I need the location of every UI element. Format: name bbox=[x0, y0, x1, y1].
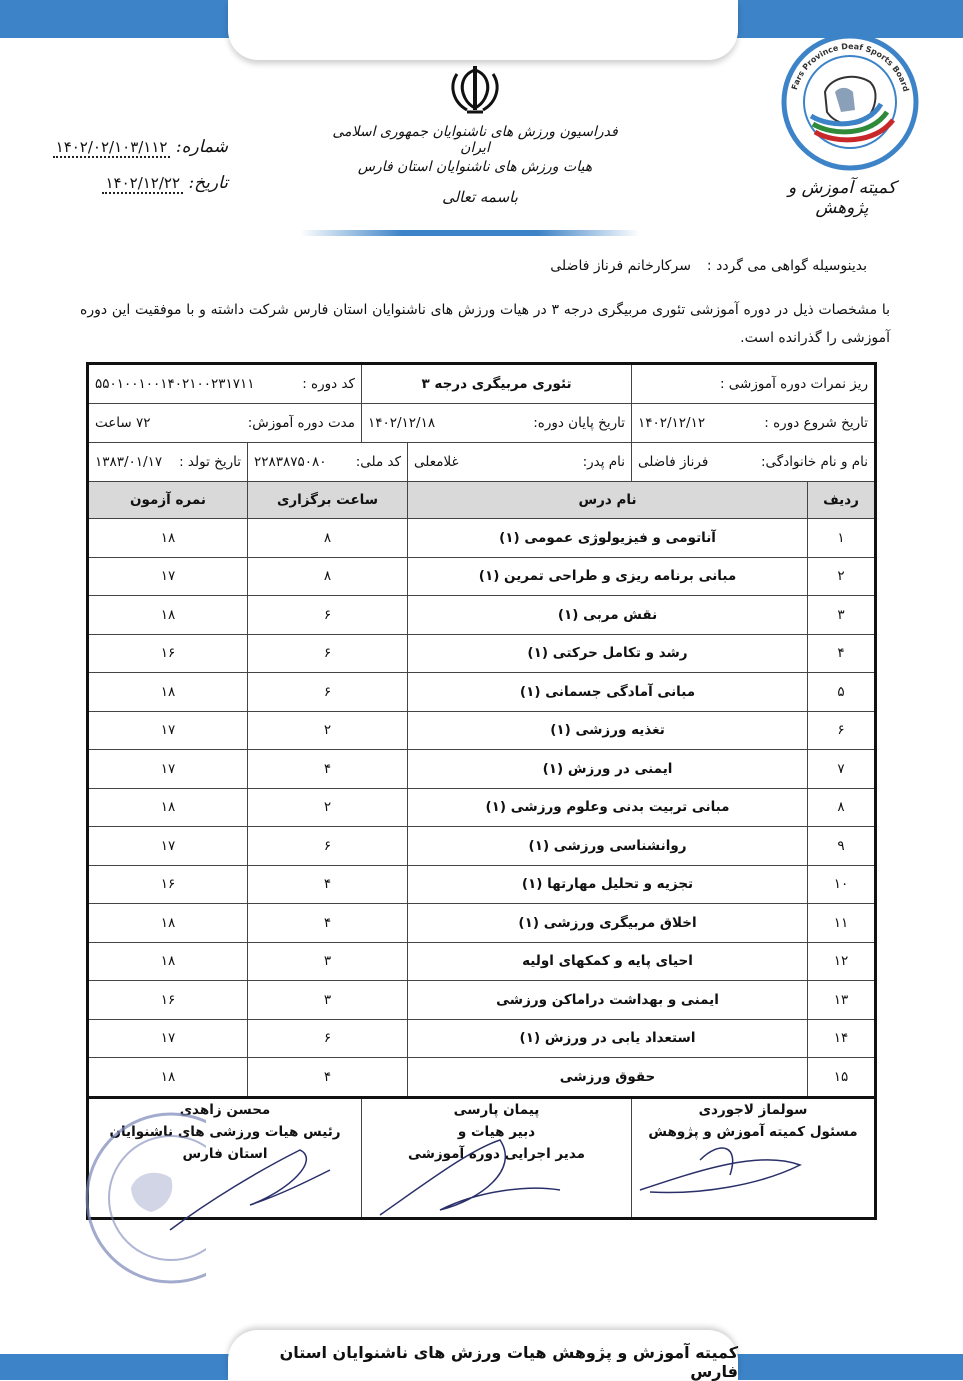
table-row bbox=[88, 1058, 876, 1098]
course-grade: ۱۷ bbox=[88, 1019, 248, 1058]
row-number: ۸ bbox=[808, 788, 876, 827]
iran-emblem-icon bbox=[445, 64, 505, 116]
table-row bbox=[88, 865, 876, 904]
course-name: تجزیه و تحلیل مهارتها (۱) bbox=[408, 865, 808, 904]
row-number: ۱۲ bbox=[808, 942, 876, 981]
course-grade: ۱۶ bbox=[88, 634, 248, 673]
date-label: تاریخ: bbox=[188, 173, 228, 193]
row-number: ۳ bbox=[808, 596, 876, 635]
signature-3-role2: استان فارس bbox=[182, 1145, 268, 1162]
course-hours: ۴ bbox=[248, 865, 408, 904]
row-number: ۱۳ bbox=[808, 981, 876, 1020]
duration-value: ۷۲ ساعت bbox=[95, 415, 151, 431]
grades-table bbox=[86, 362, 877, 1220]
row-number: ۱۴ bbox=[808, 1019, 876, 1058]
table-row bbox=[88, 942, 876, 981]
header-row-number: ردیف bbox=[808, 482, 876, 519]
course-hours: ۸ bbox=[248, 519, 408, 558]
row-number: ۱ bbox=[808, 519, 876, 558]
logo-text: Fars Province Deaf Sports Board bbox=[789, 41, 911, 93]
row-number: ۱۵ bbox=[808, 1058, 876, 1098]
table-row bbox=[88, 711, 876, 750]
course-hours: ۶ bbox=[248, 673, 408, 712]
birth-label: تاریخ تولد : bbox=[179, 454, 241, 470]
national-value: ۲۲۸۳۸۷۵۰۸۰ bbox=[254, 454, 327, 470]
info-row-dates bbox=[88, 404, 876, 443]
course-grade: ۱۷ bbox=[88, 557, 248, 596]
number-value: ۱۴۰۲/۰۲/۱۰۳/۱۱۲ bbox=[53, 138, 171, 158]
table-row bbox=[88, 827, 876, 866]
course-name: رشد و تکامل حرکتی (۱) bbox=[408, 634, 808, 673]
row-number: ۶ bbox=[808, 711, 876, 750]
signature-3-name: محسن زاهدی bbox=[179, 1101, 271, 1118]
course-hours: ۳ bbox=[248, 942, 408, 981]
course-grade: ۱۸ bbox=[88, 673, 248, 712]
course-grade: ۱۸ bbox=[88, 1058, 248, 1098]
course-name: مبانی آمادگی جسمانی (۱) bbox=[408, 673, 808, 712]
signature-2-role2: مدیر اجرایی دوره آموزشی bbox=[407, 1145, 586, 1162]
table-row bbox=[88, 519, 876, 558]
footer-text: کمیته آموزش و پژوهش هیات ورزش های ناشنوایان استان فارس bbox=[279, 1343, 738, 1381]
signature-1-role: مسئول کمیته آموزش و پژوهش bbox=[648, 1123, 858, 1140]
cert-prefix: بدینوسیله گواهی می گردد : bbox=[706, 258, 867, 274]
table-row bbox=[88, 1019, 876, 1058]
course-hours: ۲ bbox=[248, 788, 408, 827]
certificate-paragraph: با مشخصات ذیل در دوره آموزشی تئوری مربیگری درجه ۳ در هیات ورزش های ناشنوایان استان فارس شرکت داشته و با موفقیت این دوره آموزشی را گذرانده است. bbox=[80, 302, 890, 346]
number-label: شماره: bbox=[175, 137, 228, 157]
table-row bbox=[88, 596, 876, 635]
row-number: ۱۰ bbox=[808, 865, 876, 904]
deaf-sports-board-logo bbox=[775, 32, 925, 172]
info-row-person bbox=[88, 443, 876, 482]
course-grade: ۱۸ bbox=[88, 519, 248, 558]
row-number: ۱۱ bbox=[808, 904, 876, 943]
course-hours: ۸ bbox=[248, 557, 408, 596]
father-value: غلامعلی bbox=[414, 454, 459, 470]
row-number: ۷ bbox=[808, 750, 876, 789]
course-hours: ۶ bbox=[248, 596, 408, 635]
course-grade: ۱۸ bbox=[88, 788, 248, 827]
footer-tab bbox=[228, 1330, 738, 1380]
course-name: تغذیه ورزشی (۱) bbox=[408, 711, 808, 750]
official-stamp-icon bbox=[76, 1108, 206, 1288]
course-title: تئوری مربیگری درجه ۳ bbox=[362, 364, 632, 404]
course-name: اخلاق مربیگری ورزشی (۱) bbox=[408, 904, 808, 943]
course-rows bbox=[88, 519, 876, 1098]
course-name: نقش مربی (۱) bbox=[408, 596, 808, 635]
end-label: تاریخ پایان دوره: bbox=[533, 415, 625, 431]
course-name: آناتومی و فیزیولوژی عمومی (۱) bbox=[408, 519, 808, 558]
code-value: ۵۵۰۱۰۰۱۰۰۱۴۰۲۱۰۰۲۳۱۷۱۱ bbox=[95, 376, 255, 392]
certification-line bbox=[550, 258, 867, 274]
table-row bbox=[88, 673, 876, 712]
course-hours: ۶ bbox=[248, 1019, 408, 1058]
course-name: حقوق ورزشی bbox=[408, 1058, 808, 1098]
course-hours: ۶ bbox=[248, 634, 408, 673]
start-value: ۱۴۰۲/۱۲/۱۲ bbox=[638, 415, 706, 431]
signature-2-name: پیمان پارسی bbox=[453, 1101, 540, 1118]
header-divider bbox=[300, 230, 640, 236]
course-hours: ۶ bbox=[248, 827, 408, 866]
course-name: ایمنی و بهداشت دراماکن ورزشی bbox=[408, 981, 808, 1020]
start-label: تاریخ شروع دوره : bbox=[764, 415, 869, 431]
end-value: ۱۴۰۲/۱۲/۱۸ bbox=[368, 415, 436, 431]
letter-number bbox=[28, 137, 228, 157]
name-label: نام و نام خانوادگی: bbox=[760, 454, 869, 470]
course-grade: ۱۷ bbox=[88, 750, 248, 789]
course-name: روانشناسی ورزشی (۱) bbox=[408, 827, 808, 866]
course-name: ایمنی در ورزش (۱) bbox=[408, 750, 808, 789]
birth-value: ۱۳۸۳/۰۱/۱۷ bbox=[95, 454, 163, 470]
table-row bbox=[88, 750, 876, 789]
table-row bbox=[88, 904, 876, 943]
row-number: ۴ bbox=[808, 634, 876, 673]
header-course-name: نام درس bbox=[408, 482, 808, 519]
course-hours: ۲ bbox=[248, 711, 408, 750]
committee-script-title: کمیته آموزش و پژوهش bbox=[788, 178, 896, 218]
signature-2-role: دبیر هیات و bbox=[457, 1123, 536, 1140]
course-grade: ۱۸ bbox=[88, 596, 248, 635]
code-label: کد دوره : bbox=[302, 376, 355, 392]
date-value: ۱۴۰۲/۱۲/۲۲ bbox=[102, 174, 183, 194]
course-grade: ۱۶ bbox=[88, 865, 248, 904]
letter-date bbox=[28, 173, 228, 193]
course-name: مبانی تربیت بدنی وعلوم ورزشی (۱) bbox=[408, 788, 808, 827]
course-grade: ۱۷ bbox=[88, 711, 248, 750]
table-row bbox=[88, 981, 876, 1020]
course-hours: ۴ bbox=[248, 1058, 408, 1098]
row-number: ۵ bbox=[808, 673, 876, 712]
course-name: مبانی برنامه ریزی و طراحی تمرین (۱) bbox=[408, 557, 808, 596]
father-label: نام پدر: bbox=[582, 454, 625, 470]
signature-3-role: رئیس هیات ورزشی های ناشنوایان bbox=[109, 1123, 341, 1140]
grades-label: ریز نمرات دوره آموزشی : bbox=[719, 376, 869, 392]
header-hours: ساعت برگزاری bbox=[248, 482, 408, 519]
top-header-tab bbox=[228, 0, 738, 60]
cert-person: سرکارخانم فرناز فاضلی bbox=[550, 258, 691, 274]
duration-label: مدت دوره آموزش: bbox=[247, 415, 355, 431]
info-row-title bbox=[88, 364, 876, 404]
signature-1-name: سولماز لاجوردی bbox=[698, 1101, 808, 1118]
course-grade: ۱۷ bbox=[88, 827, 248, 866]
course-hours: ۴ bbox=[248, 750, 408, 789]
course-grade: ۱۸ bbox=[88, 942, 248, 981]
course-hours: ۴ bbox=[248, 904, 408, 943]
row-number: ۲ bbox=[808, 557, 876, 596]
row-number: ۹ bbox=[808, 827, 876, 866]
table-row bbox=[88, 634, 876, 673]
table-header-row bbox=[88, 482, 876, 519]
signature-1 bbox=[632, 1097, 876, 1218]
federation-name: فدراسیون ورزش های ناشنوایان جمهوری اسلامی ایران bbox=[332, 124, 618, 156]
course-hours: ۳ bbox=[248, 981, 408, 1020]
course-grade: ۱۶ bbox=[88, 981, 248, 1020]
course-grade: ۱۸ bbox=[88, 904, 248, 943]
table-row bbox=[88, 557, 876, 596]
national-label: کد ملی: bbox=[355, 454, 401, 470]
signature-2 bbox=[362, 1097, 632, 1218]
course-name: استعداد یابی در ورزش (۱) bbox=[408, 1019, 808, 1058]
header-grade: نمره آزمون bbox=[88, 482, 248, 519]
board-name: هیات ورزش های ناشنوایان استان فارس bbox=[357, 159, 593, 175]
table-row bbox=[88, 788, 876, 827]
course-name: احیای پایه و کمکهای اولیه bbox=[408, 942, 808, 981]
name-value: فرناز فاضلی bbox=[638, 454, 709, 470]
basmala: باسمه تعالی bbox=[442, 188, 518, 206]
